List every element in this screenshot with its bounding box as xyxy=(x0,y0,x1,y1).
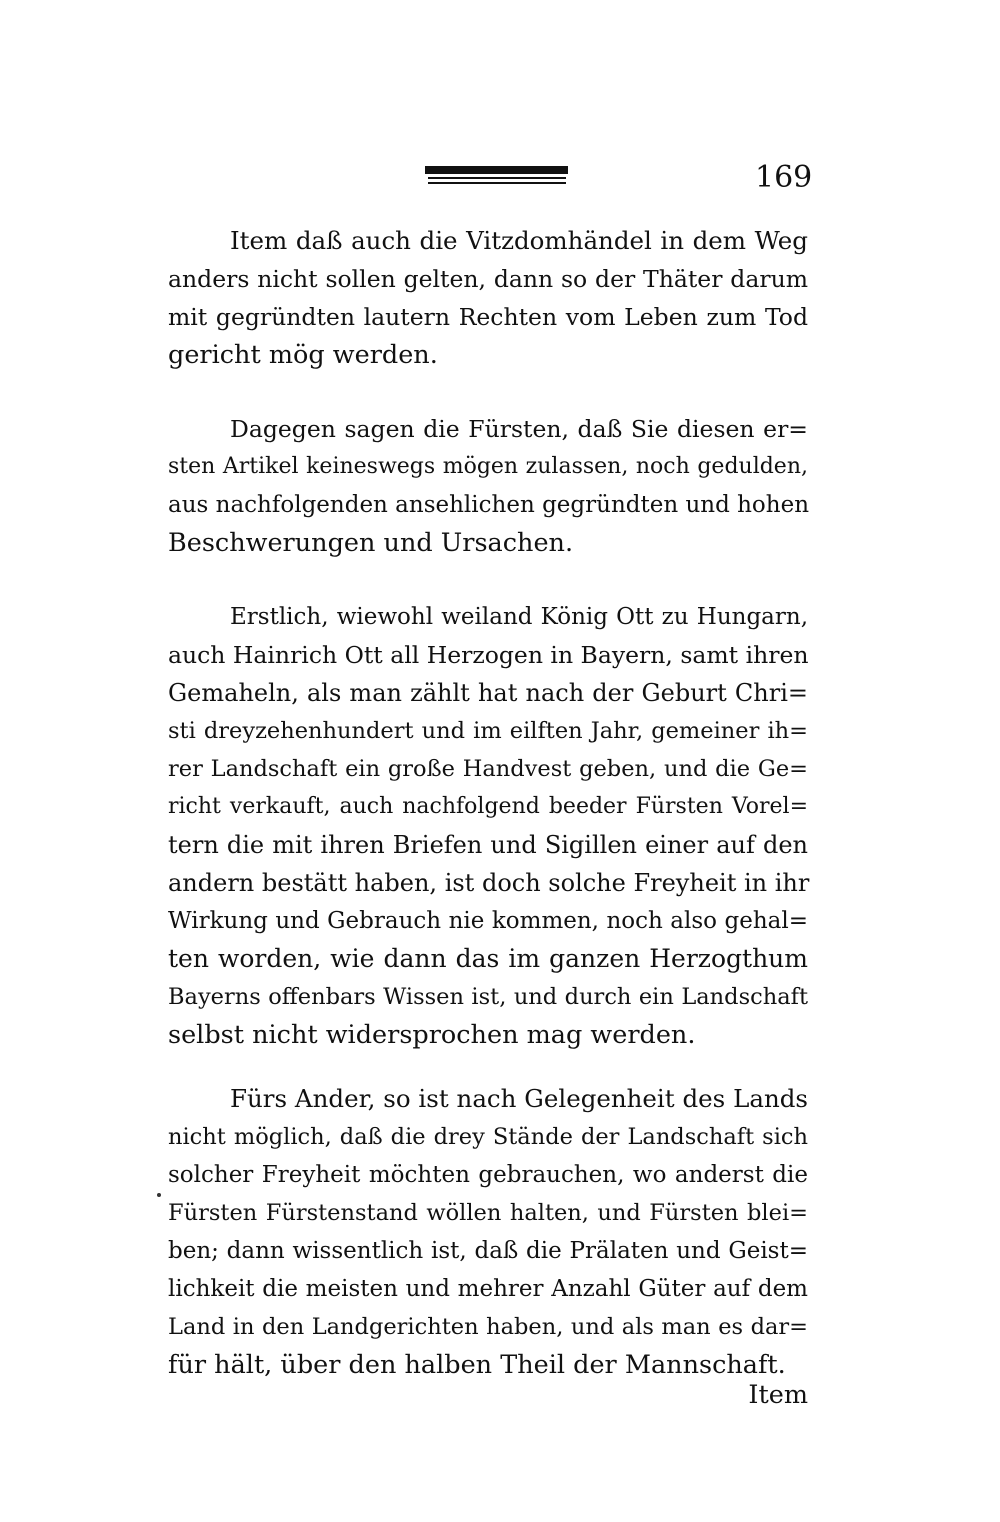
text-line: Beschwerungen und Ursachen. xyxy=(168,528,574,558)
text-line: nicht möglich, daß die drey Stände der Landschaft sich xyxy=(168,1124,808,1150)
text-line: sti dreyzehenhundert und im eilften Jahr, gemeiner ih= xyxy=(168,718,808,744)
text-line: selbst nicht widersprochen mag werden. xyxy=(168,1020,696,1050)
text-line: Fürs Ander, so ist nach Gelegenheit des Lands xyxy=(230,1084,808,1113)
text-line: sten Artikel keineswegs mögen zulassen, noch gedulden, xyxy=(168,454,808,479)
text-line: solcher Freyheit möchten gebrauchen, wo anderst die xyxy=(168,1162,808,1188)
header-ornament-rule xyxy=(425,166,568,188)
text-line: mit gegründten lautern Rechten vom Leben zum Tod xyxy=(168,303,808,331)
header-rule-thin xyxy=(428,182,566,184)
text-line: ben; dann wissentlich ist, daß die Prälaten und Geist= xyxy=(168,1238,808,1264)
text-line: Item daß auch die Vitzdomhändel in dem Weg xyxy=(230,226,808,255)
text-line: gericht mög werden. xyxy=(168,340,438,370)
text-line: Fürsten Fürstenstand wöllen halten, und Fürsten blei= xyxy=(168,1200,808,1226)
text-line: Dagegen sagen die Fürsten, daß Sie diesen er= xyxy=(230,415,808,443)
text-line: für hält, über den halben Theil der Mannschaft. xyxy=(168,1350,786,1380)
page-number: 169 xyxy=(755,160,813,195)
text-line: tern die mit ihren Briefen und Sigillen einer auf den xyxy=(168,831,808,859)
header-rule-thick xyxy=(425,166,568,174)
ink-speck xyxy=(157,1193,161,1197)
text-line: anders nicht sollen gelten, dann so der Thäter darum xyxy=(168,265,808,293)
text-line: auch Hainrich Ott all Herzogen in Bayern, samt ihren xyxy=(168,641,809,669)
text-line: Land in den Landgerichten haben, und als man es dar= xyxy=(168,1314,808,1340)
text-line: Erstlich, wiewohl weiland König Ott zu Hungarn, xyxy=(230,604,808,630)
catchword: Item xyxy=(748,1380,808,1410)
header-rule-thin xyxy=(428,177,566,179)
text-line: Wirkung und Gebrauch nie kommen, noch also gehal= xyxy=(168,908,808,934)
text-line: andern bestätt haben, ist doch solche Freyheit in ihr xyxy=(168,869,810,897)
text-line: lichkeit die meisten und mehrer Anzahl Güter auf dem xyxy=(168,1276,808,1302)
text-line: Gemaheln, als man zählt hat nach der Geburt Chri= xyxy=(168,679,808,707)
text-line: ten worden, wie dann das im ganzen Herzogthum xyxy=(168,944,808,973)
text-line: rer Landschaft ein große Handvest geben, und die Ge= xyxy=(168,756,808,782)
text-line: Bayerns offenbars Wissen ist, und durch ein Landschaft xyxy=(168,984,808,1010)
text-line: aus nachfolgenden ansehlichen gegründten und hohen xyxy=(168,492,810,518)
text-line: richt verkauft, auch nachfolgend beeder Fürsten Vorel= xyxy=(168,794,808,819)
